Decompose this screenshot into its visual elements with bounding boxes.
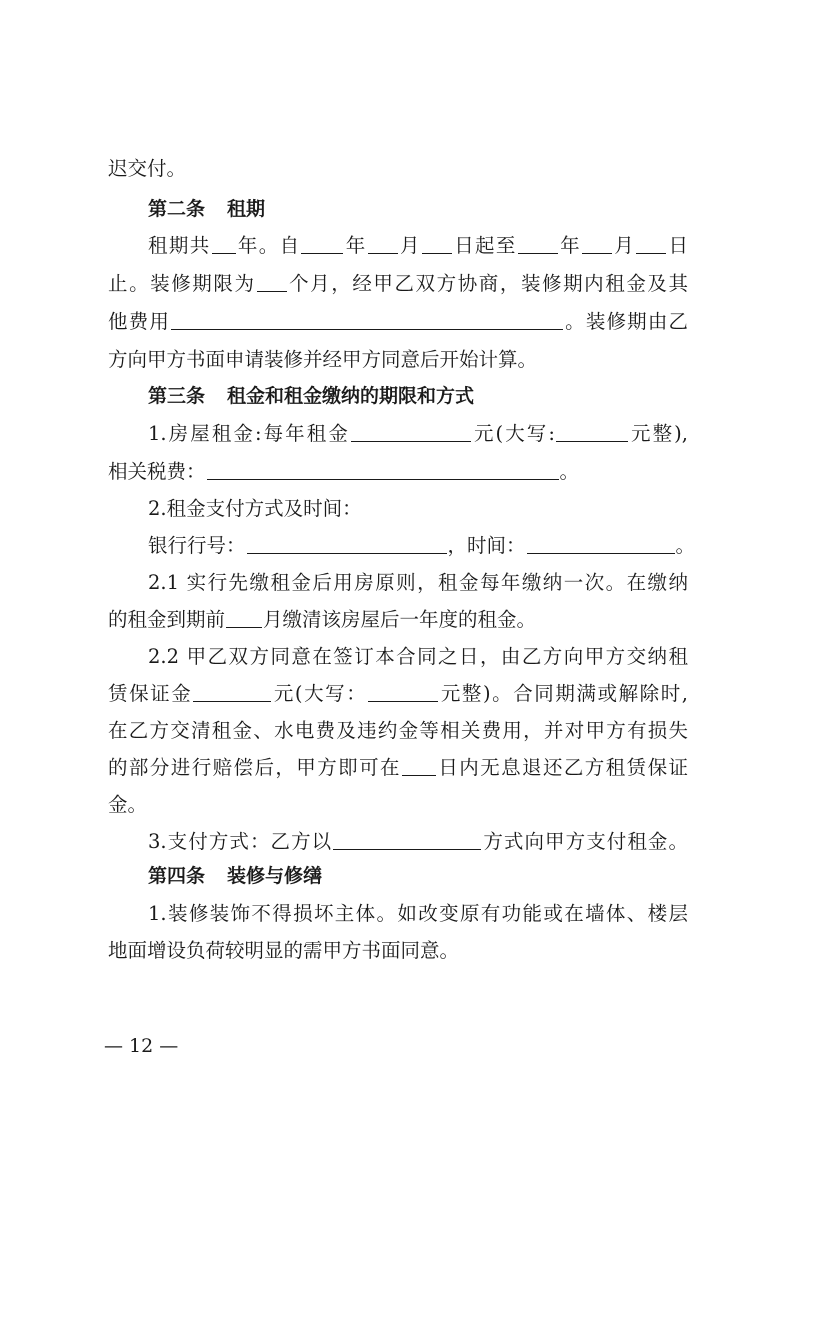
text: 月缴清该房屋后一年度的租金。 — [263, 608, 537, 631]
blank-field[interactable] — [527, 531, 675, 554]
paragraph-line — [108, 268, 688, 300]
rent-amount-line — [148, 418, 688, 450]
paragraph-line — [148, 898, 688, 930]
text: 方式向甲方支付租金。 — [482, 830, 688, 853]
deposit-line — [108, 678, 688, 710]
text: 1.装修装饰不得损坏主体。如改变原有功能或在墙体、楼层 — [148, 902, 688, 925]
paragraph-line — [148, 641, 688, 673]
blank-field[interactable] — [226, 605, 262, 628]
lease-term-line — [148, 230, 688, 262]
text: 年 — [344, 234, 367, 257]
paragraph-line — [108, 935, 688, 967]
blank-field[interactable] — [171, 307, 563, 330]
paragraph-line — [108, 306, 688, 338]
text: 迟交付。 — [108, 157, 187, 180]
text: 金。 — [108, 793, 148, 816]
text: 日内无息退还乙方租赁保证 — [436, 756, 688, 779]
text: 2.租金支付方式及时间： — [148, 497, 362, 520]
blank-field[interactable] — [556, 419, 628, 442]
text: 的租金到期前 — [108, 608, 226, 631]
paragraph-line — [108, 789, 688, 821]
article-2-heading — [148, 193, 688, 225]
text: 他费用 — [108, 310, 170, 333]
paragraph-line — [148, 567, 688, 599]
article-4-heading — [148, 860, 688, 892]
article-title: 租期 — [227, 198, 266, 220]
article-number: 第三条 — [148, 385, 206, 407]
text: 元整), — [628, 422, 688, 445]
tax-line — [108, 456, 688, 488]
text: 年。自 — [236, 234, 301, 257]
text: 的部分进行赔偿后，甲方即可在 — [108, 756, 401, 779]
text: 。 — [559, 460, 580, 483]
blank-field[interactable] — [402, 753, 436, 776]
text: 元整)。合同期满或解除时, — [439, 682, 688, 705]
text: 日 — [667, 234, 688, 257]
article-title: 租金和租金缴纳的期限和方式 — [227, 385, 475, 407]
paragraph-line — [108, 344, 688, 376]
text: 租期共 — [148, 234, 211, 257]
article-3-heading — [148, 380, 688, 412]
text: 相关税费： — [108, 460, 206, 483]
text: 。 — [675, 534, 696, 557]
text: 年 — [558, 234, 581, 257]
text: 地面增设负荷较明显的需甲方书面同意。 — [108, 939, 460, 962]
blank-field[interactable] — [257, 269, 287, 292]
paragraph-line — [148, 493, 688, 525]
blank-field[interactable] — [636, 231, 666, 254]
text: 赁保证金 — [108, 682, 193, 705]
paragraph-line — [108, 604, 688, 636]
text: 方向甲方书面申请装修并经甲方同意后开始计算。 — [108, 348, 538, 371]
text: 日起至 — [452, 234, 517, 257]
article-number: 第四条 — [148, 865, 206, 887]
blank-field[interactable] — [193, 679, 271, 702]
text: 银行行号： — [148, 534, 246, 557]
blank-field[interactable] — [207, 457, 559, 480]
text: 2.1 实行先缴租金后用房原则，租金每年缴纳一次。在缴纳 — [148, 571, 688, 594]
text: 月 — [398, 234, 421, 257]
payment-method-line — [148, 826, 688, 858]
blank-field[interactable] — [301, 231, 343, 254]
blank-field[interactable] — [333, 827, 481, 850]
text: 止。装修期限为 — [108, 272, 256, 295]
text: 月 — [612, 234, 636, 257]
text: 3.支付方式：乙方以 — [148, 830, 333, 853]
text: 元(大写: — [471, 422, 555, 445]
blank-field[interactable] — [351, 419, 471, 442]
text: 2.2 甲乙双方同意在签订本合同之日，由乙方向甲方交纳租 — [148, 645, 688, 668]
blank-field[interactable] — [368, 231, 398, 254]
blank-field[interactable] — [368, 679, 438, 702]
blank-field[interactable] — [422, 231, 452, 254]
blank-field[interactable] — [582, 231, 612, 254]
text: 个月，经甲乙双方协商，装修期内租金及其 — [287, 272, 688, 295]
blank-field[interactable] — [212, 231, 236, 254]
article-number: 第二条 — [148, 198, 206, 220]
bank-line — [148, 530, 696, 562]
text: 。装修期由乙 — [564, 310, 688, 333]
paragraph-line — [108, 752, 688, 784]
paragraph-line — [108, 153, 688, 185]
text: 元(大写： — [272, 682, 368, 705]
text: 在乙方交清租金、水电费及违约金等相关费用，并对甲方有损失 — [108, 719, 688, 742]
article-title: 装修与修缮 — [227, 865, 323, 887]
page-number: — 12 — — [104, 1035, 179, 1057]
text: 1.房屋租金:每年租金 — [148, 422, 350, 445]
blank-field[interactable] — [518, 231, 558, 254]
blank-field[interactable] — [247, 531, 447, 554]
text: ，时间： — [447, 534, 526, 557]
paragraph-line — [108, 715, 688, 747]
